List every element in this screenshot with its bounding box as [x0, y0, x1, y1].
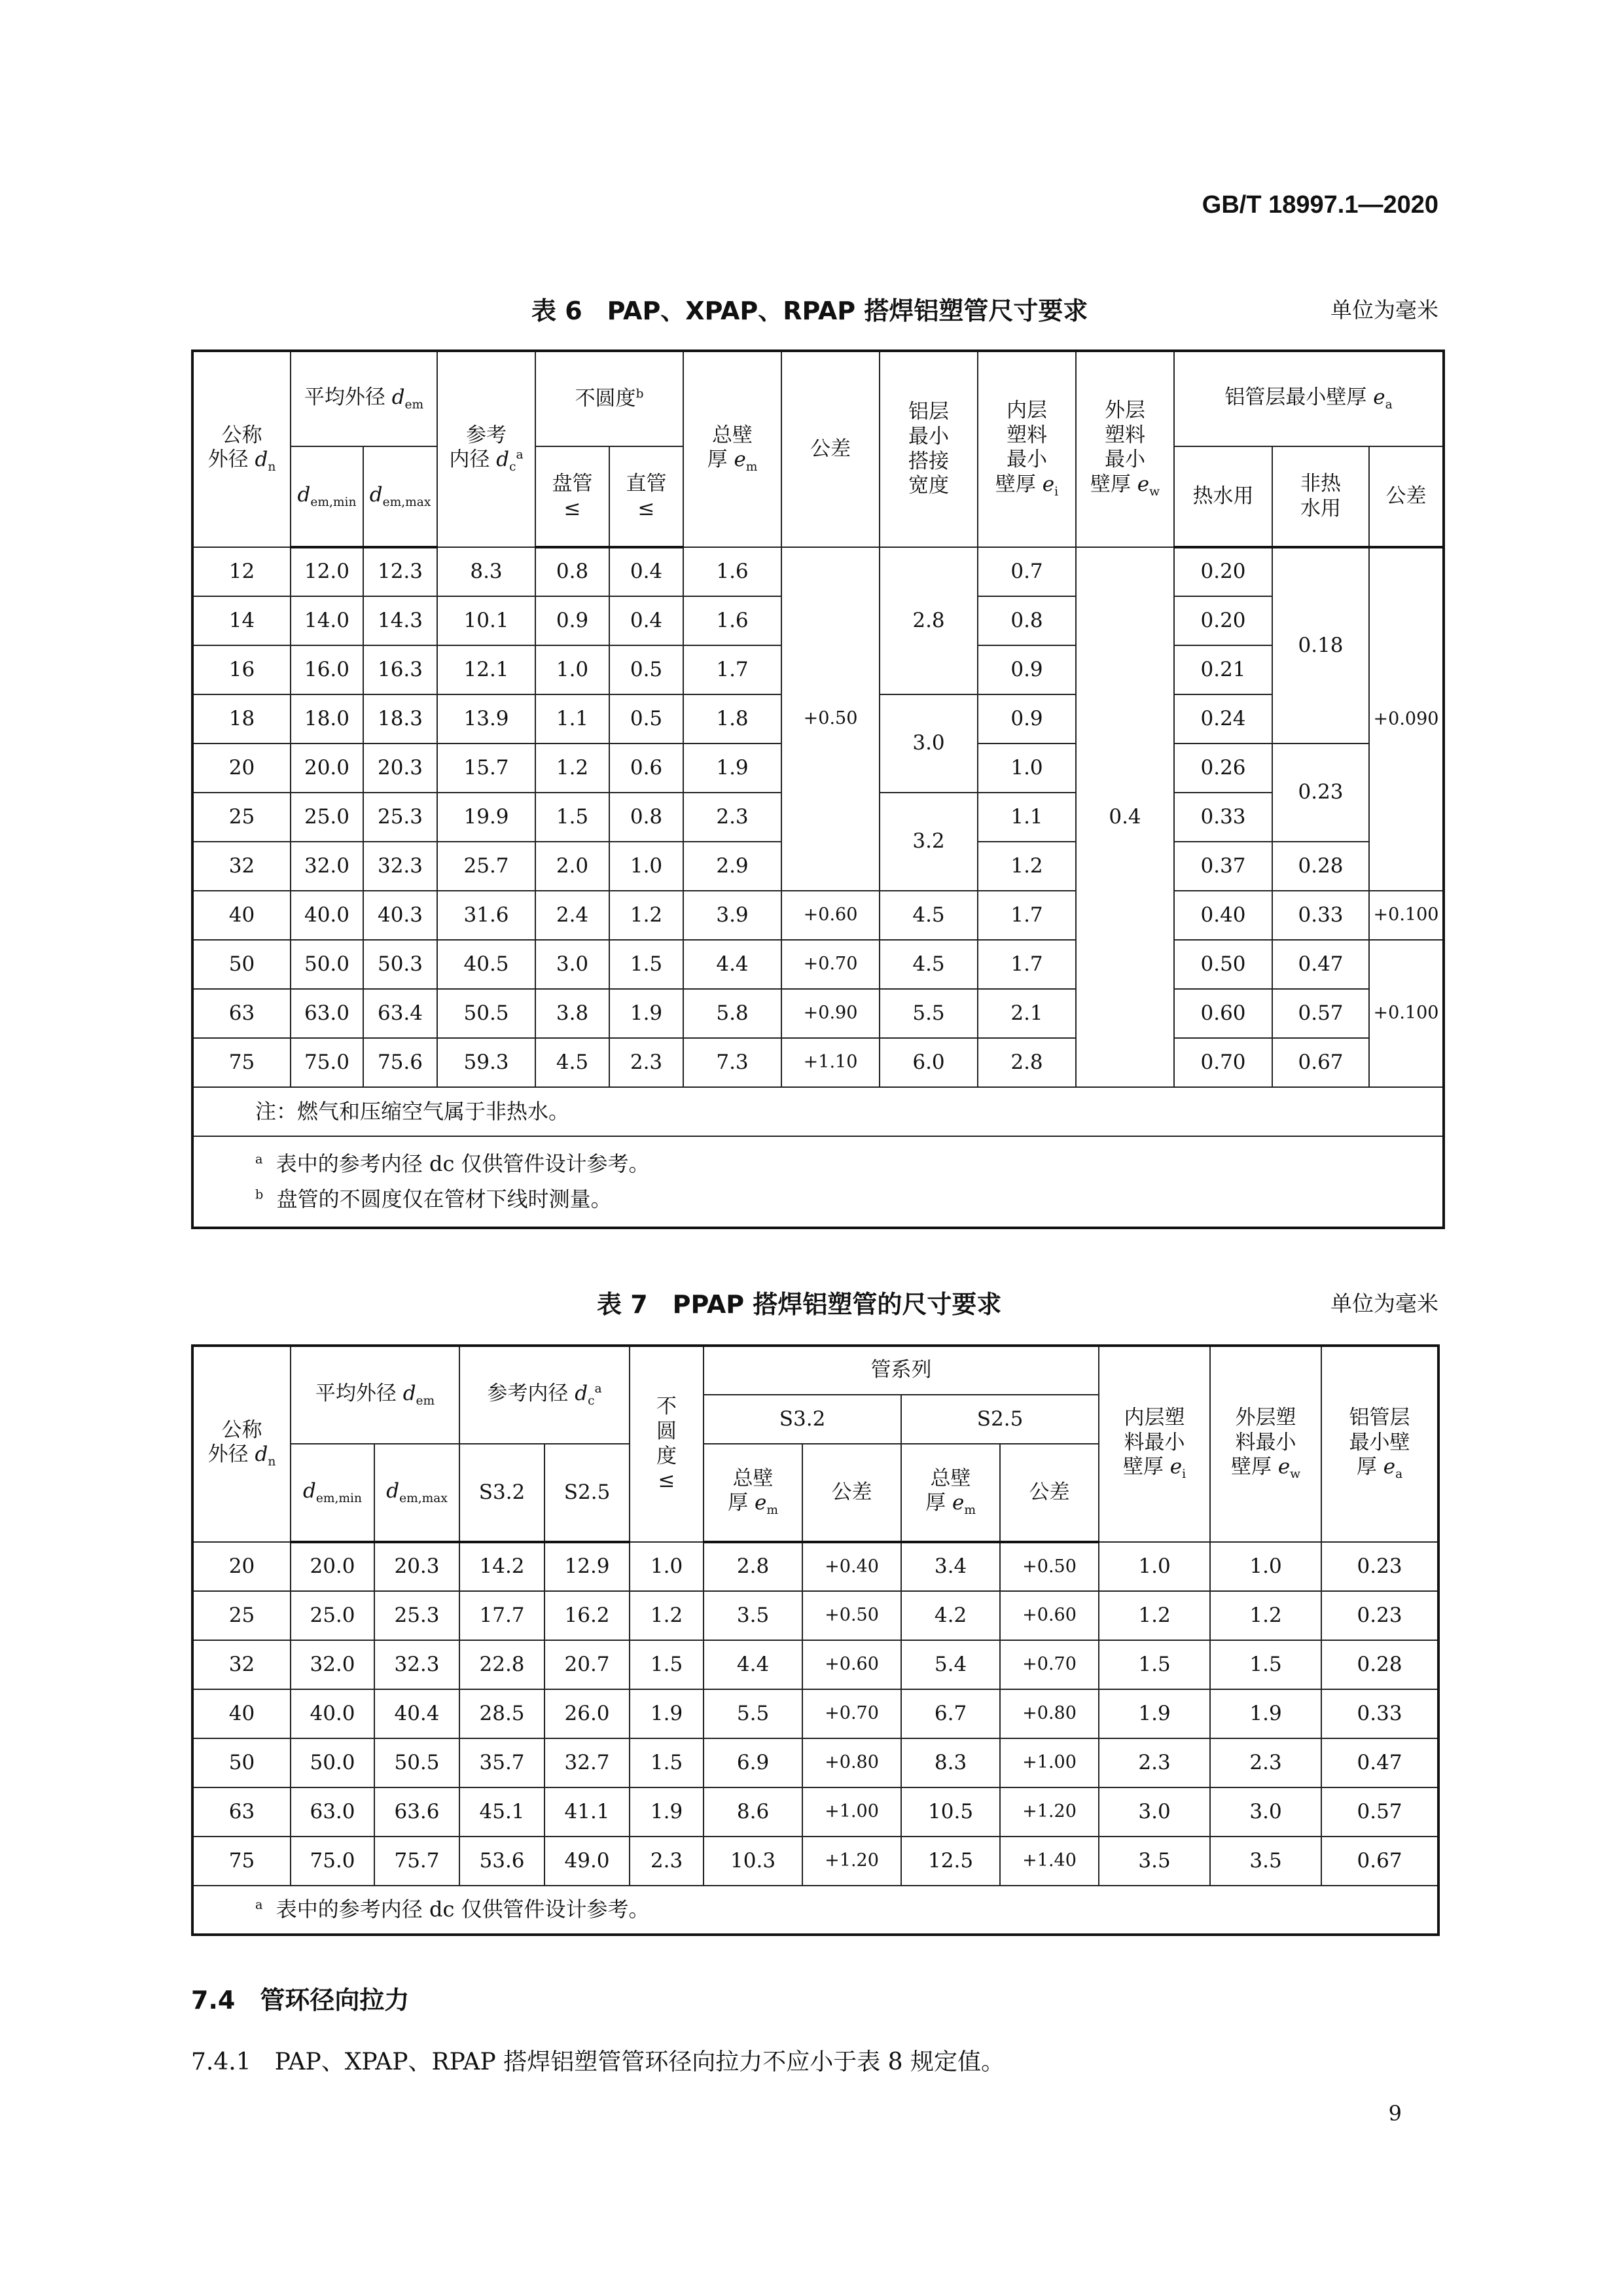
t6-cell: 0.33	[1174, 793, 1272, 842]
table6	[191, 350, 1445, 1229]
table-row	[192, 940, 1444, 989]
t6-cell: 0.5	[609, 694, 683, 744]
t6-cell: 4.4	[683, 940, 781, 989]
t7-h-avg: 平均外径 $d_{em}$	[291, 1346, 459, 1444]
t6-h-oor: 不圆度$^b$	[535, 351, 683, 446]
t7-cell: 40.0	[291, 1689, 374, 1738]
table7-title: 表 7 PPAP 搭焊铝塑管的尺寸要求	[597, 1290, 1002, 1319]
t7-cell: 26.0	[544, 1689, 630, 1738]
t6-cell: 2.4	[535, 891, 609, 940]
t6-cell: 0.9	[978, 645, 1076, 694]
t7-h-tol2: 公差	[1000, 1444, 1099, 1542]
t6-cell: 75.6	[363, 1038, 437, 1087]
t7-cell: 25.0	[291, 1591, 374, 1640]
t6-tol2-merged: +0.100	[1369, 940, 1444, 1087]
table7-unit: 单位为毫米	[1330, 1291, 1438, 1316]
t7-cell: 12.5	[901, 1837, 1000, 1886]
t7-cell: 1.9	[630, 1787, 704, 1837]
t7-cell: 40	[192, 1689, 291, 1738]
t7-cell: 12.9	[544, 1542, 630, 1591]
t7-cell: 0.47	[1321, 1738, 1438, 1787]
t6-cell: 16.0	[291, 645, 363, 694]
t7-cell: 1.2	[630, 1591, 704, 1640]
t6-cell: 16	[192, 645, 291, 694]
t6-cell: 0.9	[535, 596, 609, 645]
section-title: 7.4 管环径向拉力	[191, 1986, 410, 2015]
t6-cell: 12	[192, 547, 291, 596]
t6-cell: 1.2	[609, 891, 683, 940]
t6-cell: 1.2	[978, 842, 1076, 891]
t6-cell: 12.1	[437, 645, 535, 694]
t6-cell: 1.0	[978, 744, 1076, 793]
t7-cell: +1.20	[1000, 1787, 1099, 1837]
t6-cell: 0.60	[1174, 989, 1272, 1038]
t6-cell: 32	[192, 842, 291, 891]
t6-cell: 18.3	[363, 694, 437, 744]
t7-cell: 1.2	[1099, 1591, 1210, 1640]
t7-cell: 2.3	[1099, 1738, 1210, 1787]
t6-cell: 0.28	[1272, 842, 1369, 891]
t6-nonhot-merged: 0.18	[1272, 547, 1369, 744]
t6-cell: 0.20	[1174, 596, 1272, 645]
t6-h-avg: 平均外径 $d_{em}$	[291, 351, 437, 446]
t6-cell: 50	[192, 940, 291, 989]
t6-footnote-b: $^b$ 盘管的不圆度仅在管材下线时测量。	[255, 1186, 612, 1211]
t6-cell: 18.0	[291, 694, 363, 744]
t6-cell: 13.9	[437, 694, 535, 744]
t6-cell: 6.0	[880, 1038, 978, 1087]
table-row	[192, 891, 1444, 940]
t7-cell: 1.9	[1099, 1689, 1210, 1738]
t7-cell: 22.8	[459, 1640, 544, 1689]
t7-cell: 2.3	[630, 1837, 704, 1886]
t6-cell: 0.47	[1272, 940, 1369, 989]
t7-cell: 1.5	[1210, 1640, 1321, 1689]
t6-cell: 3.0	[535, 940, 609, 989]
t7-cell: 14.2	[459, 1542, 544, 1591]
t6-cell: 0.9	[978, 694, 1076, 744]
t6-cell: 12.0	[291, 547, 363, 596]
t6-cell: 1.1	[978, 793, 1076, 842]
t6-h-dn: 公称 外径 $d_n$	[192, 351, 291, 547]
t6-h-coil: 盘管 ≤	[535, 446, 609, 547]
t6-cell: 1.6	[683, 596, 781, 645]
t6-cell: 0.8	[978, 596, 1076, 645]
t6-cell: 0.24	[1174, 694, 1272, 744]
table-row	[192, 1038, 1444, 1087]
t7-cell: 0.23	[1321, 1591, 1438, 1640]
table-row	[192, 547, 1444, 596]
t6-cell: 16.3	[363, 645, 437, 694]
t7-cell: 8.3	[901, 1738, 1000, 1787]
t7-cell: 20	[192, 1542, 291, 1591]
t7-cell: 2.3	[1210, 1738, 1321, 1787]
t6-h-ref: 参考 内径 $d_c^a$	[437, 351, 535, 547]
t6-h-tol: 公差	[781, 351, 880, 547]
t6-cell: 1.0	[609, 842, 683, 891]
t7-h-dn: 公称 外径 $d_n$	[192, 1346, 291, 1542]
t7-h-oor: 不 圆 度 ≤	[630, 1346, 704, 1542]
t7-cell: 3.0	[1099, 1787, 1210, 1837]
t6-cell: 0.4	[609, 596, 683, 645]
t7-cell: 2.8	[704, 1542, 802, 1591]
t6-al-merged: 3.0	[880, 694, 978, 793]
t7-h-s32: S3.2	[459, 1444, 544, 1542]
t6-cell: 3.9	[683, 891, 781, 940]
t6-cell: 63.4	[363, 989, 437, 1038]
t7-h-s25: S2.5	[544, 1444, 630, 1542]
t7-cell: +0.40	[802, 1542, 901, 1591]
t7-cell: 40.4	[374, 1689, 459, 1738]
t7-cell: 50.5	[374, 1738, 459, 1787]
t6-cell: +0.90	[781, 989, 880, 1038]
t6-cell: 0.6	[609, 744, 683, 793]
t7-cell: +1.00	[802, 1787, 901, 1837]
t6-h-hot: 热水用	[1174, 446, 1272, 547]
t6-cell: 12.3	[363, 547, 437, 596]
t7-cell: 5.5	[704, 1689, 802, 1738]
t7-cell: 17.7	[459, 1591, 544, 1640]
t6-footnote-a: $^a$ 表中的参考内径 dc 仅供管件设计参考。	[255, 1151, 650, 1177]
t6-cell: 2.3	[609, 1038, 683, 1087]
t6-cell: 0.7	[978, 547, 1076, 596]
t7-cell: 1.0	[1099, 1542, 1210, 1591]
t6-cell: 2.0	[535, 842, 609, 891]
t6-cell: 0.57	[1272, 989, 1369, 1038]
t6-cell: 14.3	[363, 596, 437, 645]
t7-cell: 63.6	[374, 1787, 459, 1837]
t7-cell: 20.7	[544, 1640, 630, 1689]
t7-h-s32b: S3.2	[704, 1395, 901, 1444]
t7-cell: 1.5	[1099, 1640, 1210, 1689]
t6-cell: 0.37	[1174, 842, 1272, 891]
table-row	[192, 1542, 1438, 1591]
t6-nonhot-merged: 0.23	[1272, 744, 1369, 842]
t7-cell: 1.0	[1210, 1542, 1321, 1591]
table-row	[192, 1837, 1438, 1886]
t6-h-min: $d_{em,min}$	[291, 446, 363, 547]
table7	[191, 1344, 1440, 1936]
t6-cell: 4.5	[880, 940, 978, 989]
t6-cell: 0.4	[609, 547, 683, 596]
t7-cell: 10.3	[704, 1837, 802, 1886]
t7-cell: 1.9	[1210, 1689, 1321, 1738]
t7-cell: 25	[192, 1591, 291, 1640]
t6-cell: 0.33	[1272, 891, 1369, 940]
t7-cell: 53.6	[459, 1837, 544, 1886]
t7-cell: 8.6	[704, 1787, 802, 1837]
document-id: GB/T 18997.1—2020	[1202, 191, 1438, 219]
t6-cell: 18	[192, 694, 291, 744]
t6-cell: 14.0	[291, 596, 363, 645]
t6-h-straight: 直管 ≤	[609, 446, 683, 547]
t6-tol2-merged: +0.090	[1369, 547, 1444, 891]
t6-cell: 59.3	[437, 1038, 535, 1087]
t7-h-max: $d_{em,max}$	[374, 1444, 459, 1542]
t7-cell: 50.0	[291, 1738, 374, 1787]
t7-cell: 16.2	[544, 1591, 630, 1640]
t7-cell: 0.67	[1321, 1837, 1438, 1886]
t7-cell: 3.5	[1099, 1837, 1210, 1886]
t7-cell: +0.70	[802, 1689, 901, 1738]
t7-cell: 4.2	[901, 1591, 1000, 1640]
t7-h-s25b: S2.5	[901, 1395, 1099, 1444]
t7-cell: 49.0	[544, 1837, 630, 1886]
t7-cell: +0.60	[802, 1640, 901, 1689]
t6-cell: 0.5	[609, 645, 683, 694]
t6-h-outer: 外层 塑料 最小 壁厚 $e_w$	[1076, 351, 1174, 547]
t7-cell: 1.9	[630, 1689, 704, 1738]
t7-cell: 3.5	[1210, 1837, 1321, 1886]
t7-cell: 75	[192, 1837, 291, 1886]
t6-cell: 1.1	[535, 694, 609, 744]
t6-cell: 50.3	[363, 940, 437, 989]
t6-cell: 50.0	[291, 940, 363, 989]
t6-cell: 5.5	[880, 989, 978, 1038]
t7-cell: 32.7	[544, 1738, 630, 1787]
t6-cell: 19.9	[437, 793, 535, 842]
t6-cell: 2.1	[978, 989, 1076, 1038]
t6-cell: +0.100	[1369, 891, 1444, 940]
t7-cell: 32.0	[291, 1640, 374, 1689]
t7-cell: +0.70	[1000, 1640, 1099, 1689]
t6-cell: 0.40	[1174, 891, 1272, 940]
t7-cell: +1.40	[1000, 1837, 1099, 1886]
t6-cell: 0.67	[1272, 1038, 1369, 1087]
t6-cell: 0.20	[1174, 547, 1272, 596]
t6-cell: 1.8	[683, 694, 781, 744]
t6-cell: 15.7	[437, 744, 535, 793]
t6-footnote-b-text: 盘管的不圆度仅在管材下线时测量。	[276, 1186, 612, 1211]
table-row	[192, 1591, 1438, 1640]
t6-h-ea: 铝管层最小壁厚 $e_a$	[1174, 351, 1444, 446]
t7-cell: 20.3	[374, 1542, 459, 1591]
t7-cell: 28.5	[459, 1689, 544, 1738]
t6-cell: 1.5	[535, 793, 609, 842]
t6-cell: +0.60	[781, 891, 880, 940]
t6-cell: 1.9	[609, 989, 683, 1038]
clause-text: 7.4.1 PAP、XPAP、RPAP 搭焊铝塑管管环径向拉力不应小于表 8 规定值。	[191, 2049, 1005, 2075]
t7-cell: 32.3	[374, 1640, 459, 1689]
t7-cell: +1.00	[1000, 1738, 1099, 1787]
t7-h-inner: 内层塑 料最小 壁厚 $e_i$	[1099, 1346, 1210, 1542]
table-row	[192, 1738, 1438, 1787]
t6-cell: +1.10	[781, 1038, 880, 1087]
t7-cell: +0.80	[1000, 1689, 1099, 1738]
t7-cell: 20.0	[291, 1542, 374, 1591]
t6-cell: 75	[192, 1038, 291, 1087]
t6-cell: 25.0	[291, 793, 363, 842]
t6-cell: 0.26	[1174, 744, 1272, 793]
t6-note: 注：燃气和压缩空气属于非热水。	[192, 1087, 1444, 1136]
t7-h-em2: 总壁 厚 $e_m$	[901, 1444, 1000, 1542]
t7-cell: 3.0	[1210, 1787, 1321, 1837]
t7-cell: 75.7	[374, 1837, 459, 1886]
t6-cell: 63	[192, 989, 291, 1038]
t7-h-em1: 总壁 厚 $e_m$	[704, 1444, 802, 1542]
t7-cell: 75.0	[291, 1837, 374, 1886]
t6-cell: 8.3	[437, 547, 535, 596]
t6-cell: 20	[192, 744, 291, 793]
t7-footnote-a: $^a$ 表中的参考内径 dc 仅供管件设计参考。	[192, 1886, 1438, 1935]
t6-cell: 31.6	[437, 891, 535, 940]
t6-cell: 7.3	[683, 1038, 781, 1087]
t7-cell: 5.4	[901, 1640, 1000, 1689]
t7-cell: 25.3	[374, 1591, 459, 1640]
t7-h-outer: 外层塑 料最小 壁厚 $e_w$	[1210, 1346, 1321, 1542]
t6-cell: 40.3	[363, 891, 437, 940]
t6-cell: 20.0	[291, 744, 363, 793]
t6-h-tol2: 公差	[1369, 446, 1444, 547]
t7-h-tol1: 公差	[802, 1444, 901, 1542]
t7-cell: 0.28	[1321, 1640, 1438, 1689]
t6-cell: 2.8	[978, 1038, 1076, 1087]
t7-cell: 1.0	[630, 1542, 704, 1591]
t7-cell: 0.33	[1321, 1689, 1438, 1738]
table-row	[192, 989, 1444, 1038]
t7-cell: 50	[192, 1738, 291, 1787]
t6-h-nonhot: 非热 水用	[1272, 446, 1369, 547]
t6-cell: 2.9	[683, 842, 781, 891]
t7-cell: +0.60	[1000, 1591, 1099, 1640]
t6-cell: 40	[192, 891, 291, 940]
t6-cell: 32.3	[363, 842, 437, 891]
t6-cell: 1.5	[609, 940, 683, 989]
t7-cell: 32	[192, 1640, 291, 1689]
t7-cell: 63.0	[291, 1787, 374, 1837]
t7-cell: +0.50	[802, 1591, 901, 1640]
t7-cell: 0.57	[1321, 1787, 1438, 1837]
t6-cell: 1.7	[683, 645, 781, 694]
t6-cell: 4.5	[880, 891, 978, 940]
t6-cell: 1.0	[535, 645, 609, 694]
table-row	[192, 1640, 1438, 1689]
t7-cell: 45.1	[459, 1787, 544, 1837]
t6-footnotes	[192, 1136, 1444, 1228]
t7-cell: 1.5	[630, 1738, 704, 1787]
t6-al-merged: 3.2	[880, 793, 978, 891]
table-row	[192, 1689, 1438, 1738]
t6-cell: 50.5	[437, 989, 535, 1038]
t6-tol-merged: +0.50	[781, 547, 880, 891]
t7-cell: 6.9	[704, 1738, 802, 1787]
t7-cell: +0.50	[1000, 1542, 1099, 1591]
t7-cell: 4.4	[704, 1640, 802, 1689]
t7-h-ref: 参考内径 $d_c^a$	[459, 1346, 630, 1444]
t6-cell: 1.7	[978, 891, 1076, 940]
t6-cell: 14	[192, 596, 291, 645]
t7-cell: +1.20	[802, 1837, 901, 1886]
t6-cell: 0.21	[1174, 645, 1272, 694]
t7-cell: 6.7	[901, 1689, 1000, 1738]
t6-cell: 25	[192, 793, 291, 842]
t7-cell: 63	[192, 1787, 291, 1837]
t7-cell: 10.5	[901, 1787, 1000, 1837]
t7-cell: 3.4	[901, 1542, 1000, 1591]
t6-cell: +0.70	[781, 940, 880, 989]
t7-cell: 35.7	[459, 1738, 544, 1787]
t7-footnote-a-text: 表中的参考内径 dc 仅供管件设计参考。	[276, 1897, 650, 1922]
table6-title: 表 6 PAP、XPAP、RPAP 搭焊铝塑管尺寸要求	[531, 296, 1088, 325]
table6-unit: 单位为毫米	[1330, 297, 1438, 323]
t7-cell: 1.2	[1210, 1591, 1321, 1640]
t6-cell: 75.0	[291, 1038, 363, 1087]
t6-cell: 0.8	[609, 793, 683, 842]
t6-cell: 0.70	[1174, 1038, 1272, 1087]
t6-h-max: $d_{em,max}$	[363, 446, 437, 547]
t7-cell: 0.23	[1321, 1542, 1438, 1591]
t6-cell: 1.2	[535, 744, 609, 793]
t6-h-al: 铝层 最小 搭接 宽度	[880, 351, 978, 547]
t7-cell: +0.80	[802, 1738, 901, 1787]
t6-cell: 0.8	[535, 547, 609, 596]
t7-h-series: 管系列	[704, 1346, 1099, 1395]
t6-cell: 40.0	[291, 891, 363, 940]
t6-cell: 25.7	[437, 842, 535, 891]
t6-cell: 10.1	[437, 596, 535, 645]
t6-cell: 40.5	[437, 940, 535, 989]
t6-h-em: 总壁 厚 $e_m$	[683, 351, 781, 547]
t6-cell: 32.0	[291, 842, 363, 891]
t6-cell: 1.6	[683, 547, 781, 596]
t6-cell: 1.7	[978, 940, 1076, 989]
t6-cell: 0.50	[1174, 940, 1272, 989]
t6-al-merged: 2.8	[880, 547, 978, 694]
t6-outer-merged: 0.4	[1076, 547, 1174, 1087]
t6-cell: 2.3	[683, 793, 781, 842]
t7-cell: 1.5	[630, 1640, 704, 1689]
t6-cell: 20.3	[363, 744, 437, 793]
t6-cell: 25.3	[363, 793, 437, 842]
t6-cell: 1.9	[683, 744, 781, 793]
page-number: 9	[1388, 2101, 1402, 2126]
t6-cell: 5.8	[683, 989, 781, 1038]
table-row	[192, 1787, 1438, 1837]
t6-cell: 4.5	[535, 1038, 609, 1087]
t7-cell: 41.1	[544, 1787, 630, 1837]
t7-cell: 3.5	[704, 1591, 802, 1640]
t7-h-ea: 铝管层 最小壁 厚 $e_a$	[1321, 1346, 1438, 1542]
t7-h-min: $d_{em,min}$	[291, 1444, 374, 1542]
t6-footnote-a-text: 表中的参考内径 dc 仅供管件设计参考。	[276, 1151, 650, 1177]
t6-cell: 63.0	[291, 989, 363, 1038]
t6-cell: 3.8	[535, 989, 609, 1038]
t6-h-inner: 内层 塑料 最小 壁厚 $e_i$	[978, 351, 1076, 547]
